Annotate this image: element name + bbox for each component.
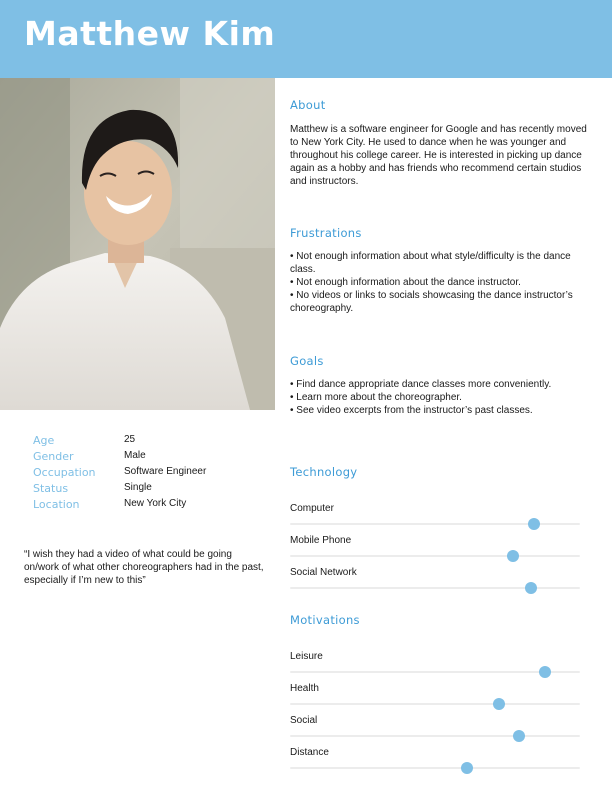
list-item: • Learn more about the choreographer. [290,391,590,404]
level-knob [528,518,540,530]
info-label: Location [33,498,80,511]
metric-health [290,683,580,715]
motivations-title: Motivations [290,613,360,627]
info-value: Software Engineer [124,466,207,477]
level-knob [493,698,505,710]
about-text: Matthew is a software engineer for Google and has recently moved to New York City. He used to dance when he was younger and throughout his college career. He is interested in picking up dance again as a hobby and has friends who recommend certain studios and instructors. [290,124,587,187]
info-label: Status [33,482,69,495]
level-track [290,735,580,737]
info-value: Single [124,482,152,493]
level-track [290,555,580,557]
frustrations-title: Frustrations [290,226,362,240]
metric-label: Computer [290,503,334,514]
metric-computer [290,503,580,535]
level-knob [461,762,473,774]
list-item: • Not enough information about what style/difficulty is the dance class. [290,250,590,276]
persona-name: Matthew Kim [24,14,276,53]
metric-label: Social Network [290,567,357,578]
header-banner [0,0,612,78]
goals-list [290,378,590,417]
frustrations-list [290,250,590,315]
metric-distance [290,747,580,779]
level-knob [539,666,551,678]
info-label: Age [33,434,55,447]
info-label: Gender [33,450,74,463]
list-item: • No videos or links to socials showcasing the dance instructor’s choreography. [290,289,590,315]
info-label: Occupation [33,466,96,479]
info-value: 25 [124,434,136,445]
level-knob [525,582,537,594]
level-track [290,767,580,769]
level-track [290,523,580,525]
metric-social [290,715,580,747]
profile-photo [0,78,275,410]
about-title: About [290,98,326,112]
metric-label: Health [290,683,319,694]
metric-label: Leisure [290,651,323,662]
metric-label: Mobile Phone [290,535,352,546]
persona-quote: “I wish they had a video of what could be going on/work of what other choreographers had in the past, especially if I’m new to this” [24,549,264,586]
list-item: • Not enough information about the dance instructor. [290,276,590,289]
list-item: • Find dance appropriate dance classes more conveniently. [290,378,590,391]
goals-title: Goals [290,354,324,368]
info-value: Male [124,450,146,461]
technology-title: Technology [290,465,358,479]
info-value: New York City [124,498,187,509]
level-knob [513,730,525,742]
metric-label: Social [290,715,318,726]
level-knob [507,550,519,562]
metric-mobile-phone [290,535,580,567]
metric-label: Distance [290,747,329,758]
level-track [290,703,580,705]
metric-social-network [290,567,580,599]
level-track [290,587,580,589]
list-item: • See video excerpts from the instructor’s past classes. [290,404,590,417]
metric-leisure [290,651,580,683]
level-track [290,671,580,673]
